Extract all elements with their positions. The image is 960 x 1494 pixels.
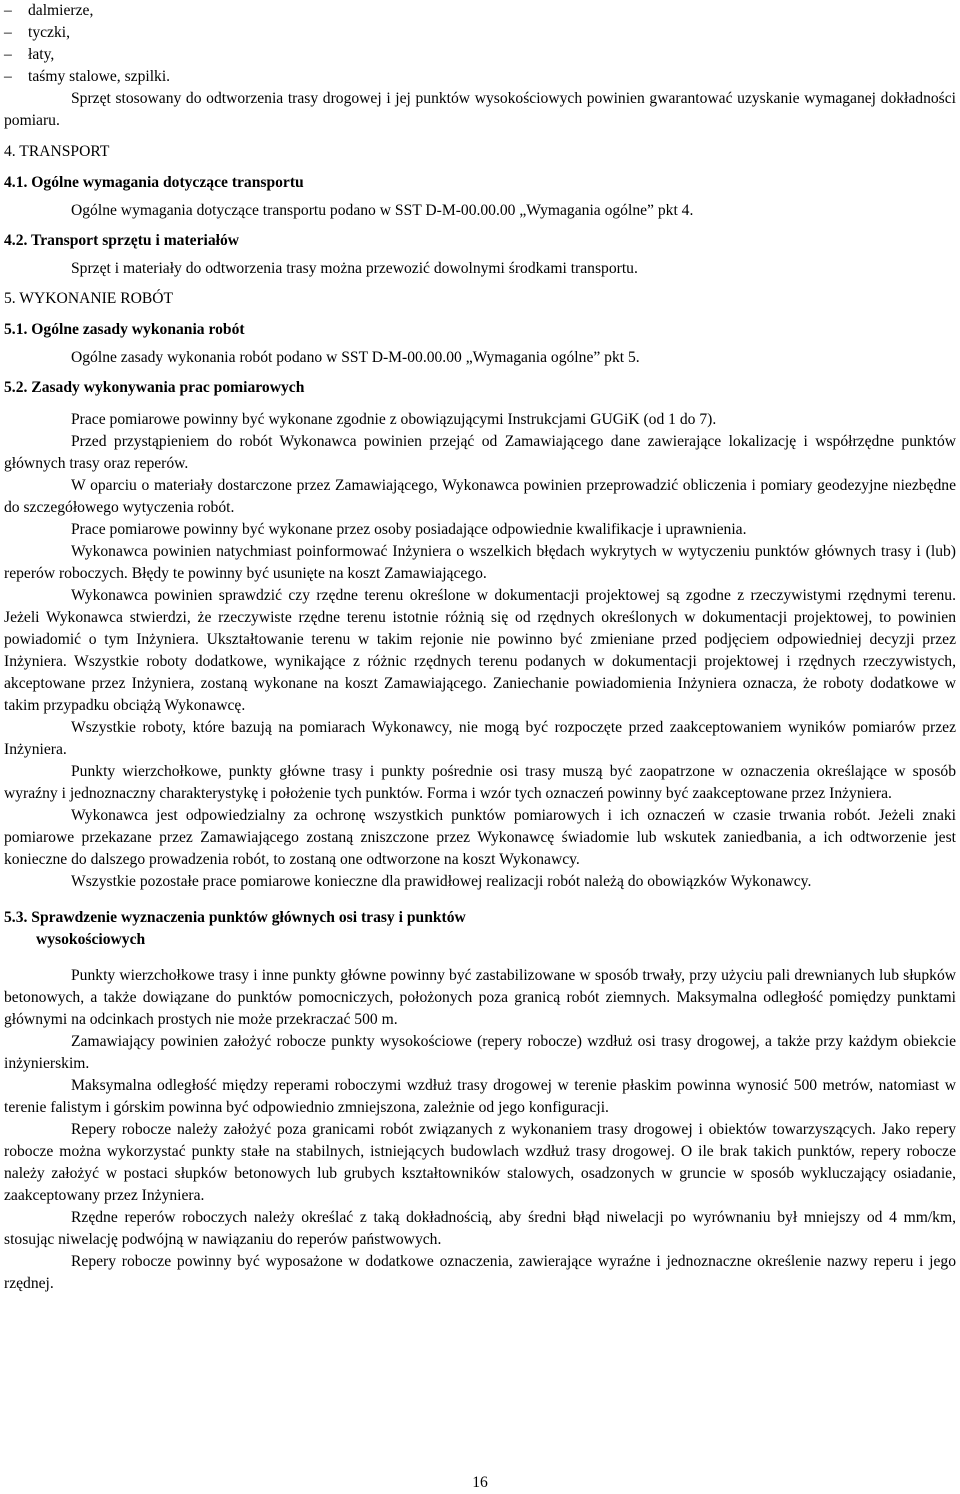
paragraph: Repery robocze powinny być wyposażone w dodatkowe oznaczenia, zawierające wyraźne i jednoznaczne określenie nazwy reperu i jego rzędnej. <box>4 1253 956 1292</box>
paragraph: Punkty wierzchołkowe, punkty główne trasy i punkty pośrednie osi trasy muszą być zaopatrzone w oznaczenia określające w sposób wyraźny i jednoznaczny charakterystykę i położenie tych punktów. Forma i wzór tych oznaczeń powinny być zaakceptowane przez Inżyniera. <box>4 763 956 802</box>
section-heading-5: 5. WYKONANIE ROBÓT <box>4 290 174 307</box>
dash-bullet: – <box>4 24 12 41</box>
paragraph: Sprzęt stosowany do odtworzenia trasy drogowej i jej punktów wysokościowych powinien gwarantować uzyskanie wymaganej dokładności pomiaru. <box>4 90 956 129</box>
dash-bullet: – <box>4 2 12 19</box>
list-item: – tyczki, <box>4 22 956 44</box>
equipment-list <box>4 0 956 88</box>
subsection-heading-4-2: 4.2. Transport sprzętu i materiałów <box>4 232 240 249</box>
paragraph: Ogólne zasady wykonania robót podano w SST D-M-00.00.00 „Wymagania ogólne” pkt 5. <box>71 349 640 366</box>
paragraph: Zamawiający powinien założyć robocze punkty wysokościowe (repery robocze) wzdłuż osi trasy drogowej, a także przy każdym obiekcie inżynierskim. <box>4 1033 956 1072</box>
subsection-heading-4-1: 4.1. Ogólne wymagania dotyczące transportu <box>4 174 304 191</box>
list-item: – łaty, <box>4 44 956 66</box>
list-item: – dalmierze, <box>4 0 956 22</box>
page-number: 16 <box>472 1474 488 1491</box>
paragraph: Punkty wierzchołkowe trasy i inne punkty główne powinny być zastabilizowane w sposób trwały, przy użyciu pali drewnianych lub słupków betonowych, a także dowiązane do punktów pomocniczych, położonych poza granicą robót ziemnych. Maksymalna odległość pomiędzy punktami głównymi na odcinkach prostych nie może przekraczać 500 m. <box>4 967 956 1028</box>
paragraph: Wykonawca powinien natychmiast poinformować Inżyniera o wszelkich błędach wykrytych w wytyczeniu punktów głównych trasy i (lub) reperów roboczych. Błędy te powinny być usunięte na koszt Zamawiającego. <box>4 543 956 582</box>
paragraph: Wszystkie pozostałe prace pomiarowe konieczne dla prawidłowej realizacji robót należą do obowiązków Wykonawcy. <box>71 873 812 890</box>
paragraph: Sprzęt i materiały do odtworzenia trasy można przewozić dowolnymi środkami transportu. <box>71 260 638 277</box>
list-item: – taśmy stalowe, szpilki. <box>4 66 956 88</box>
subsection-heading-5-2: 5.2. Zasady wykonywania prac pomiarowych <box>4 379 305 396</box>
paragraph: Prace pomiarowe powinny być wykonane przez osoby posiadające odpowiednie kwalifikacje i uprawnienia. <box>71 521 747 538</box>
dash-bullet: – <box>4 46 12 63</box>
paragraph: Wszystkie roboty, które bazują na pomiarach Wykonawcy, nie mogą być rozpoczęte przed zaakceptowaniem wyników pomiarów przez Inżyniera. <box>4 719 956 758</box>
subsection-heading-5-3: 5.3. Sprawdzenie wyznaczenia punktów głównych osi trasy i punktów wysokościowych <box>4 909 466 948</box>
paragraph: Wykonawca powinien sprawdzić czy rzędne terenu określone w dokumentacji projektowej są zgodne z rzeczywistymi rzędnymi terenu. Jeżeli Wykonawca stwierdzi, że rzeczywiste rzędne terenu istotnie różnią się od rzędnych określonych w dokumentacji projektowej, to powinien powiadomić o tym Inżyniera. Ukształtowanie terenu w takim rejonie nie powinno być zmieniane przed podjęciem odpowiedniej decyzji przez Inżyniera. Wszystkie roboty dodatkowe, wynikające z różnic rzędnych terenu podanych w dokumentacji projektowej i rzędnych rzeczywistych, akceptowane przez Inżyniera, zostaną wykonane na koszt Zamawiającego. Zaniechanie powiadomienia Inżyniera oznacza, że roboty dodatkowe w takim przypadku obciążą Wykonawcę. <box>4 587 956 714</box>
paragraph: Maksymalna odległość między reperami roboczymi wzdłuż trasy drogowej w terenie płaskim powinna wynosić 500 metrów, natomiast w terenie falistym i górskim powinna być odpowiednio zmniejszona, zależnie od jego konfiguracji. <box>4 1077 956 1116</box>
paragraph: Wykonawca jest odpowiedzialny za ochronę wszystkich punktów pomiarowych i ich oznaczeń w czasie trwania robót. Jeżeli znaki pomiarowe przekazane przez Zamawiającego zostaną zniszczone przez Wykonawcę świadomie lub wskutek zaniedbania, a ich odtworzenie jest konieczne do dalszego prowadzenia robót, to zostaną one odtworzone na koszt Wykonawcy. <box>4 807 956 868</box>
paragraph: Rzędne reperów roboczych należy określać z taką dokładnością, aby średni błąd niwelacji po wyrównaniu był mniejszy od 4 mm/km, stosując niwelację podwójną w nawiązaniu do reperów państwowych. <box>4 1209 956 1248</box>
subsection-heading-5-1: 5.1. Ogólne zasady wykonania robót <box>4 321 245 338</box>
dash-bullet: – <box>4 68 12 85</box>
document-page <box>4 0 956 1295</box>
paragraph: Przed przystąpieniem do robót Wykonawca powinien przejąć od Zamawiającego dane zawierające lokalizację i współrzędne punktów głównych trasy oraz reperów. <box>4 433 956 472</box>
section-heading-4: 4. TRANSPORT <box>4 143 110 160</box>
paragraph: W oparciu o materiały dostarczone przez Zamawiającego, Wykonawca powinien przeprowadzić obliczenia i pomiary geodezyjne niezbędne do szczegółowego wytyczenia robót. <box>4 477 956 516</box>
paragraph: Ogólne wymagania dotyczące transportu podano w SST D-M-00.00.00 „Wymagania ogólne” pkt 4. <box>71 202 694 219</box>
paragraph: Repery robocze należy założyć poza granicami robót związanych z wykonaniem trasy drogowej i obiektów towarzyszących. Jako repery robocze można wykorzystać punkty stałe na stabilnych, istniejących budowlach wzdłuż trasy drogowej. O ile brak takich punktów, repery robocze należy założyć w postaci słupków betonowych lub grubych kształtowników stalowych, osadzonych w gruncie w sposób wykluczający osiadanie, zaakceptowany przez Inżyniera. <box>4 1121 956 1204</box>
paragraph: Prace pomiarowe powinny być wykonane zgodnie z obowiązującymi Instrukcjami GUGiK (od 1 do 7). <box>71 411 717 428</box>
